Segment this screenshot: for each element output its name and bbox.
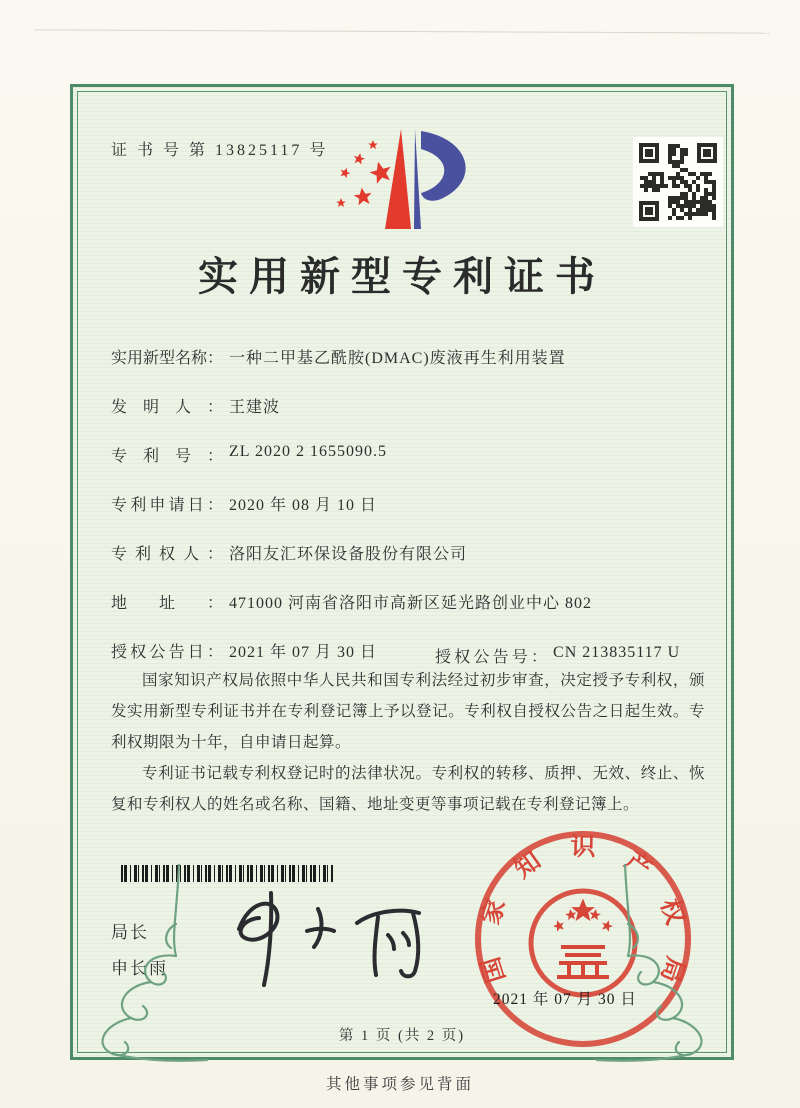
field-label: 专利权人 ： (111, 541, 223, 564)
field-row-inventor (111, 394, 705, 421)
field-row-patentee (111, 541, 705, 568)
field-value: 王建波 (229, 399, 281, 416)
field-value: 洛阳友汇环保设备股份有限公司 (229, 546, 468, 563)
field-value: CN 213835117 U (553, 644, 681, 661)
seal-ring-text: 国家知识产权局 (476, 833, 690, 988)
field-row-patent-no (111, 443, 705, 470)
field-value: 471000 河南省洛阳市高新区延光路创业中心 802 (229, 595, 593, 612)
field-value: 2020 年 08 月 10 日 (229, 497, 378, 514)
field-pair-grant-no (435, 644, 680, 667)
certificate-fields (111, 345, 705, 688)
signer-name: 申长雨 (111, 959, 168, 978)
director-signature (215, 883, 451, 995)
field-value: 2021 年 07 月 30 日 (229, 644, 378, 661)
field-label: 地址 ： (111, 590, 223, 613)
back-note: 其他事项参见背面 (325, 1076, 474, 1093)
page-number: 第 1 页 (共 2 页) (338, 1028, 466, 1044)
field-label: 发明人 ： (111, 394, 223, 417)
field-label: 专利申请日 ： (111, 492, 223, 515)
field-label: 授权公告号 ： (435, 644, 547, 667)
field-row-filing-date (111, 492, 705, 519)
field-label: 专利号 ： (111, 443, 223, 466)
qr-code (633, 137, 723, 227)
field-row-name (111, 345, 705, 372)
legal-paragraph: 专利证书记载专利权登记时的法律状况。专利权的转移、质押、无效、终止、恢复和专利权人的姓名或名称、国籍、地址变更等事项记载在专利登记簿上。 (111, 765, 705, 813)
certificate-title: 实用新型专利证书 (198, 254, 606, 299)
field-label: 授权公告日 ： (111, 639, 223, 662)
cnipa-logo-icon (329, 107, 499, 247)
qr-finder-icon (697, 143, 717, 163)
field-row-address (111, 590, 705, 617)
qr-finder-icon (639, 201, 659, 221)
signer-role: 局长 (111, 923, 149, 942)
legal-text (111, 665, 705, 820)
field-value: ZL 2020 2 1655090.5 (229, 443, 387, 460)
certificate-sheet (70, 84, 734, 1060)
legal-paragraph: 国家知识产权局依照中华人民共和国专利法经过初步审查，决定授予专利权，颁发实用新型专利证书并在专利登记簿上予以登记。专利权自授权公告之日起生效。专利权期限为十年，自申请日起算。 (111, 672, 705, 751)
seal-date: 2021 年 07 月 30 日 (493, 991, 637, 1008)
certificate-number: 证 书 号 第 13825117 号 (111, 142, 329, 159)
field-label: 实用新型名称 ： (111, 345, 223, 368)
qr-finder-icon (639, 143, 659, 163)
scan-artifact-line (34, 29, 770, 33)
field-row-grant (111, 639, 705, 666)
field-value: 一种二甲基乙酰胺(DMAC)废液再生利用装置 (229, 350, 566, 367)
